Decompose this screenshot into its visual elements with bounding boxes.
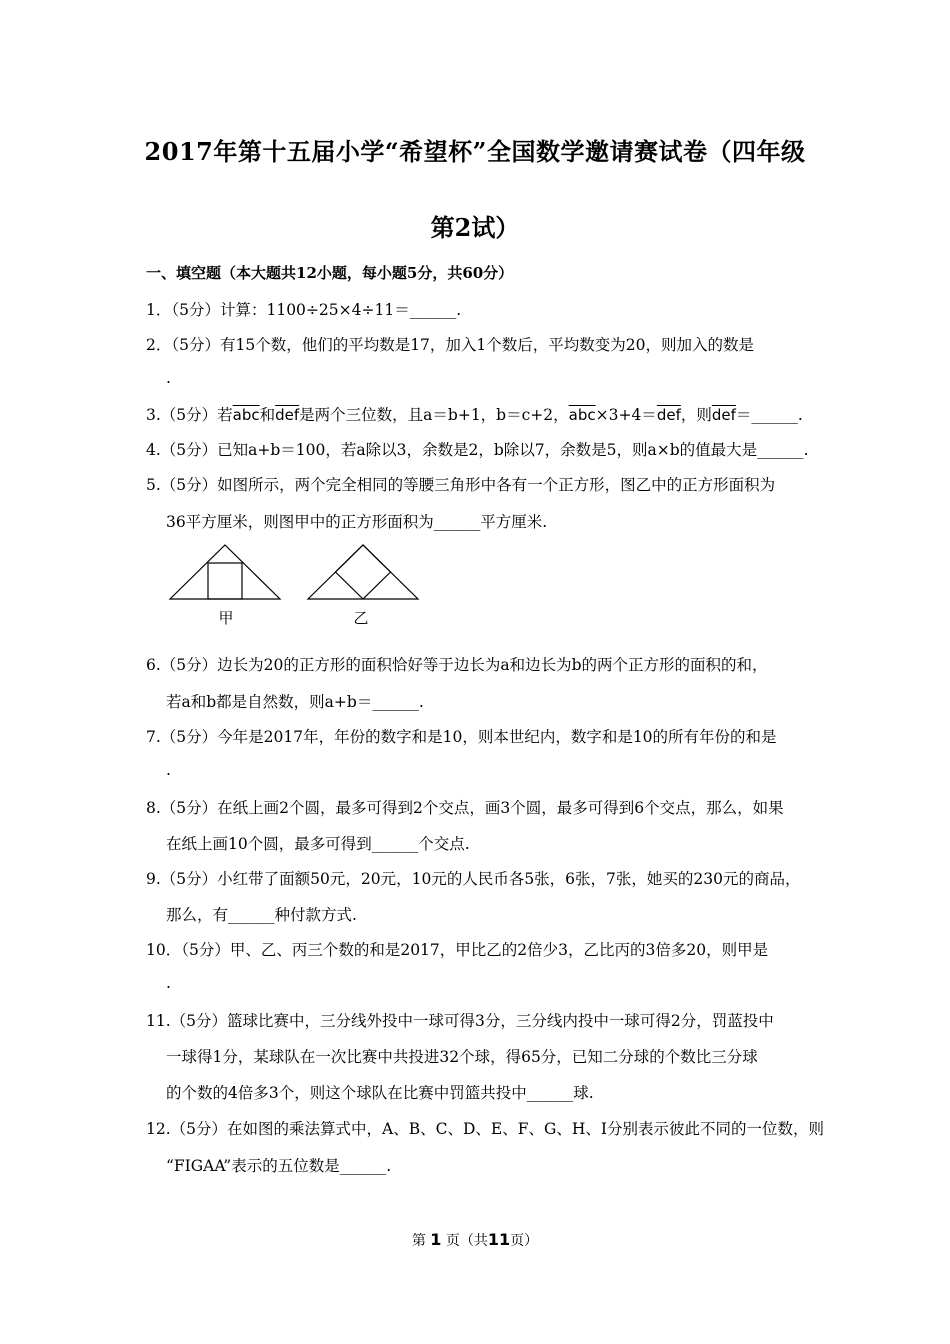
q3-text-4: ×3+4＝ <box>595 406 657 424</box>
q3-abc-overline-2: $\overline{abc}$ <box>568 406 596 424</box>
triangle-figure <box>166 540 426 630</box>
square-yi <box>336 545 391 599</box>
question-9-line-1: 9.（5分）小红带了面额50元，20元，10元的人民币各5张，6张，7张，她买的230元的商品， <box>146 870 801 888</box>
q3-def-overline: $\overline{def}$ <box>275 406 300 424</box>
question-10-line-2: . <box>166 974 171 992</box>
q3-text-5: ，则 <box>680 406 712 424</box>
footer-page-number: 1 <box>430 1230 442 1249</box>
title-line-2: 第2试） <box>430 213 520 242</box>
question-12-line-1: 12.（5分）在如图的乘法算式中，A、B、C、D、E、F、G、H、I分别表示彼此不同的一位数，则 <box>146 1120 824 1138</box>
q3-text-1: 3.（5分）若 <box>146 406 233 424</box>
question-11-line-1: 11.（5分）篮球比赛中，三分线外投中一球可得3分，三分线内投中一球可得2分，罚蓝投中 <box>146 1012 774 1030</box>
q3-def-overline-2: $\overline{def}$ <box>656 406 681 424</box>
footer-pre: 第 <box>411 1233 426 1249</box>
question-11-line-3: 的个数的4倍多3个，则这个球队在比赛中罚篮共投中______球. <box>166 1084 594 1102</box>
question-10-line-1: 10．（5分）甲、乙、丙三个数的和是2017，甲比乙的2倍少3，乙比丙的3倍多20，则甲是 <box>146 941 769 959</box>
section-heading: 一、填空题（本大题共12小题，每小题5分，共60分） <box>146 264 514 282</box>
page-footer <box>0 1230 950 1250</box>
question-5-line-1: 5.（5分）如图所示，两个完全相同的等腰三角形中各有一个正方形，图乙中的正方形面积为 <box>146 476 776 494</box>
triangle-jia <box>170 545 280 599</box>
q3-text-6: ＝______. <box>735 406 803 424</box>
figure-yi <box>308 545 418 627</box>
question-6-line-1: 6.（5分）边长为20的正方形的面积恰好等于边长为a和边长为b的两个正方形的面积的和， <box>146 656 768 674</box>
question-7-line-1: 7.（5分）今年是2017年，年份的数字和是10，则本世纪内，数字和是10的所有年份的和是 <box>146 728 777 746</box>
label-jia: 甲 <box>218 609 234 627</box>
question-11-line-2: 一球得1分，某球队在一次比赛中共投进32个球，得65分，已知二分球的个数比三分球 <box>166 1048 758 1066</box>
question-6-line-2: 若a和b都是自然数，则a+b＝______. <box>166 693 424 711</box>
question-5-line-2: 36平方厘米，则图甲中的正方形面积为______平方厘米. <box>166 513 548 531</box>
question-1: 1．（5分）计算：1100÷25×4÷11＝______. <box>146 301 462 319</box>
question-9-line-2: 那么，有______种付款方式. <box>166 906 357 924</box>
footer-total-pages: 11 <box>487 1230 511 1249</box>
question-2-line-2: . <box>166 369 171 387</box>
square-jia <box>208 563 242 599</box>
footer-post: 页） <box>510 1233 539 1249</box>
q3-def-overline-3: $\overline{def}$ <box>711 406 736 424</box>
figure-jia <box>170 545 280 627</box>
question-4: 4.（5分）已知a+b＝100，若a除以3，余数是2，b除以7，余数是5，则a×b的值最大是______. <box>146 441 809 459</box>
question-2-line-1: 2．（5分）有15个数，他们的平均数是17，加入1个数后，平均数变为20，则加入的数是 <box>146 336 755 354</box>
question-12-line-2: “FIGAA”表示的五位数是______. <box>166 1157 392 1175</box>
q3-text-3: 是两个三位数，且a＝b+1，b＝c+2， <box>299 406 569 424</box>
q3-text-2: 和 <box>259 406 276 424</box>
question-3 <box>146 403 816 425</box>
title-line-1: 2017年第十五届小学“希望杯”全国数学邀请赛试卷（四年级 <box>144 137 806 166</box>
question-8-line-1: 8.（5分）在纸上画2个圆，最多可得到2个交点，画3个圆，最多可得到6个交点，那么，如果 <box>146 799 784 817</box>
question-8-line-2: 在纸上画10个圆，最多可得到______个交点. <box>166 835 470 853</box>
triangle-yi <box>308 545 418 599</box>
q3-abc-overline: $\overline{abc}$ <box>232 406 260 424</box>
question-7-line-2: . <box>166 761 171 779</box>
footer-mid: 页（共 <box>445 1233 488 1249</box>
label-yi: 乙 <box>353 609 369 627</box>
